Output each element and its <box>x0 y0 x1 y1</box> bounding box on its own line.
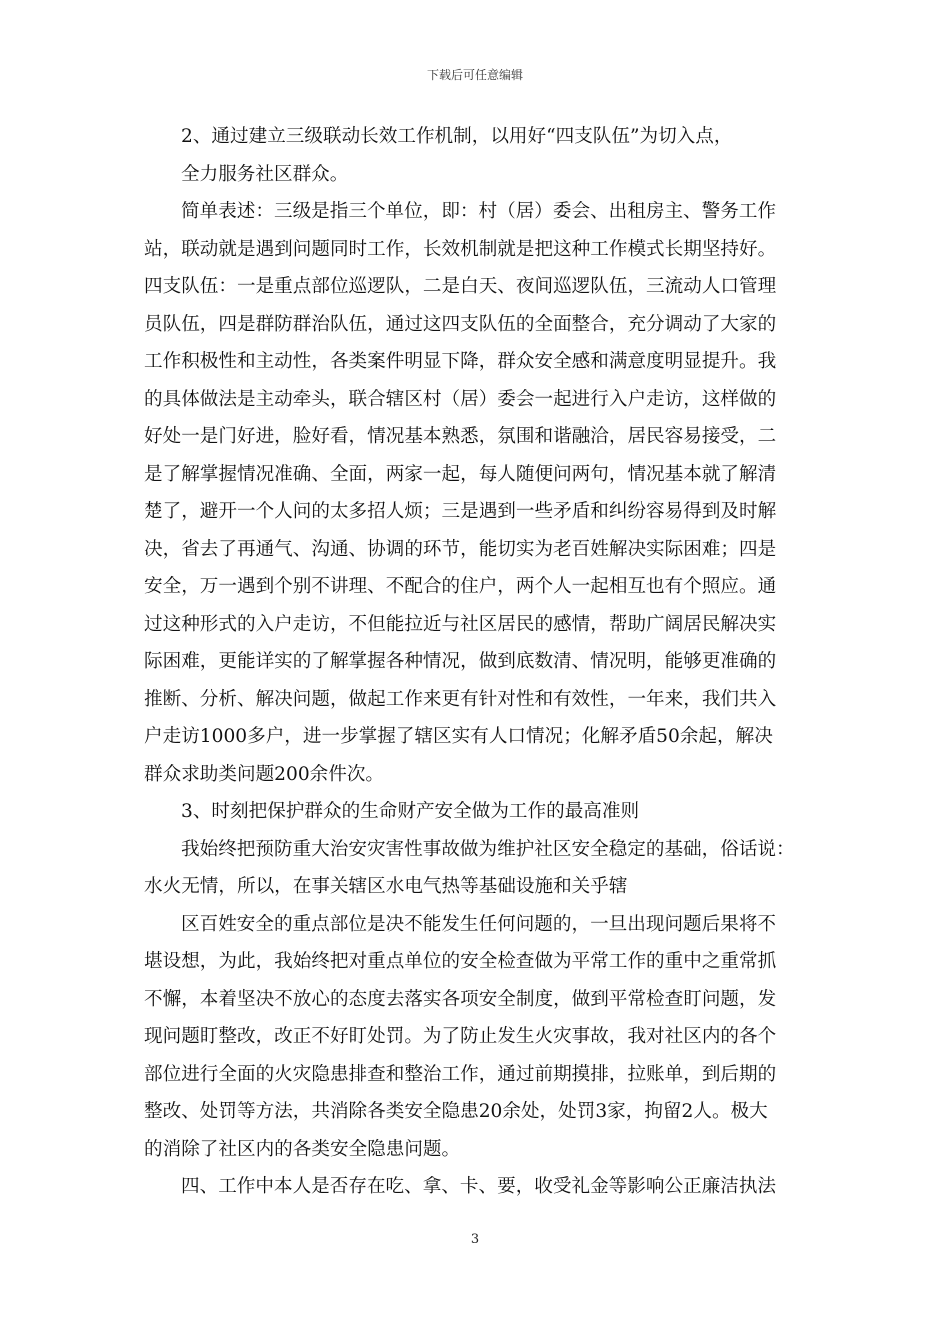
text-line: 水火无情，所以，在事关辖区水电气热等基础设施和关乎辖 <box>144 876 628 897</box>
text-line: 好处一是门好进，脸好看，情况基本熟悉，氛围和谐融洽，居民容易接受，二 <box>144 426 777 447</box>
text-line: 堪设想，为此，我始终把对重点单位的安全检查做为平常工作的重中之重常抓 <box>144 951 777 972</box>
text-line: 3、时刻把保护群众的生命财产安全做为工作的最高准则 <box>181 801 640 822</box>
text-line: 群众求助类问题200余件次。 <box>144 763 385 785</box>
text-line: 推断、分析、解决问题，做起工作来更有针对性和有效性，一年来，我们共入 <box>144 688 777 710</box>
text-line: 区百姓安全的重点部位是决不能发生任何问题的，一旦出现问题后果将不 <box>181 913 777 935</box>
text-line: 不懈，本着坚决不放心的态度去落实各项安全制度，做到平常检查盯问题，发 <box>144 988 777 1010</box>
text-line: 全力服务社区群众。 <box>181 163 349 185</box>
text-line: 部位进行全面的火灾隐患排查和整治工作，通过前期摸排，拉账单，到后期的 <box>144 1063 777 1085</box>
text-line: 工作积极性和主动性，各类案件明显下降，群众安全感和满意度明显提升。我 <box>144 351 777 372</box>
document-body <box>144 118 810 1206</box>
text-line: 员队伍，四是群防群治队伍，通过这四支队伍的全面整合，充分调动了大家的 <box>144 313 777 335</box>
text-line: 整改、处罚等方法，共消除各类安全隐患20余处，处罚3家，拘留2人。极大 <box>144 1101 768 1122</box>
text-line: 户走访1000多户，进一步掌握了辖区实有人口情况；化解矛盾50余起，解决 <box>144 726 773 747</box>
page-number: 3 <box>470 1232 480 1247</box>
text-line: 四支队伍：一是重点部位巡逻队，二是白天、夜间巡逻队伍，三流动人口管理 <box>144 276 777 297</box>
text-line: 的消除了社区内的各类安全隐患问题。 <box>144 1138 461 1160</box>
text-line: 的具体做法是主动牵头，联合辖区村（居）委会一起进行入户走访，这样做的 <box>144 388 777 410</box>
text-line: 我始终把预防重大治安灾害性事故做为维护社区安全稳定的基础，俗话说： <box>181 838 795 860</box>
text-line: 简单表述：三级是指三个单位，即：村（居）委会、出租房主、警务工作 <box>181 201 777 222</box>
text-line: 际困难，更能详实的了解掌握各种情况，做到底数清、情况明，能够更准确的 <box>144 651 777 672</box>
text-line: 2、通过建立三级联动长效工作机制，以用好“四支队伍”为切入点， <box>181 126 733 147</box>
text-line: 四、工作中本人是否存在吃、拿、卡、要，收受礼金等影响公正廉洁执法 <box>181 1176 777 1197</box>
text-line: 楚了，避开一个人问的太多招人烦；三是遇到一些矛盾和纠纷容易得到及时解 <box>144 501 777 522</box>
text-line: 过这种形式的入户走访，不但能拉近与社区居民的感情，帮助广阔居民解决实 <box>144 613 777 635</box>
text-line: 现问题盯整改，改正不好盯处罚。为了防止发生火灾事故，我对社区内的各个 <box>144 1026 777 1047</box>
page-header: 下载后可任意编辑 <box>426 68 523 82</box>
text-line: 决，省去了再通气、沟通、协调的环节，能切实为老百姓解决实际困难；四是 <box>144 538 777 560</box>
text-line: 是了解掌握情况准确、全面，两家一起，每人随便问两句，情况基本就了解清 <box>144 463 777 485</box>
text-line: 安全，万一遇到个别不讲理、不配合的住户，两个人一起相互也有个照应。通 <box>144 576 777 597</box>
text-line: 站，联动就是遇到问题同时工作，长效机制就是把这种工作模式长期坚持好。 <box>144 238 777 260</box>
